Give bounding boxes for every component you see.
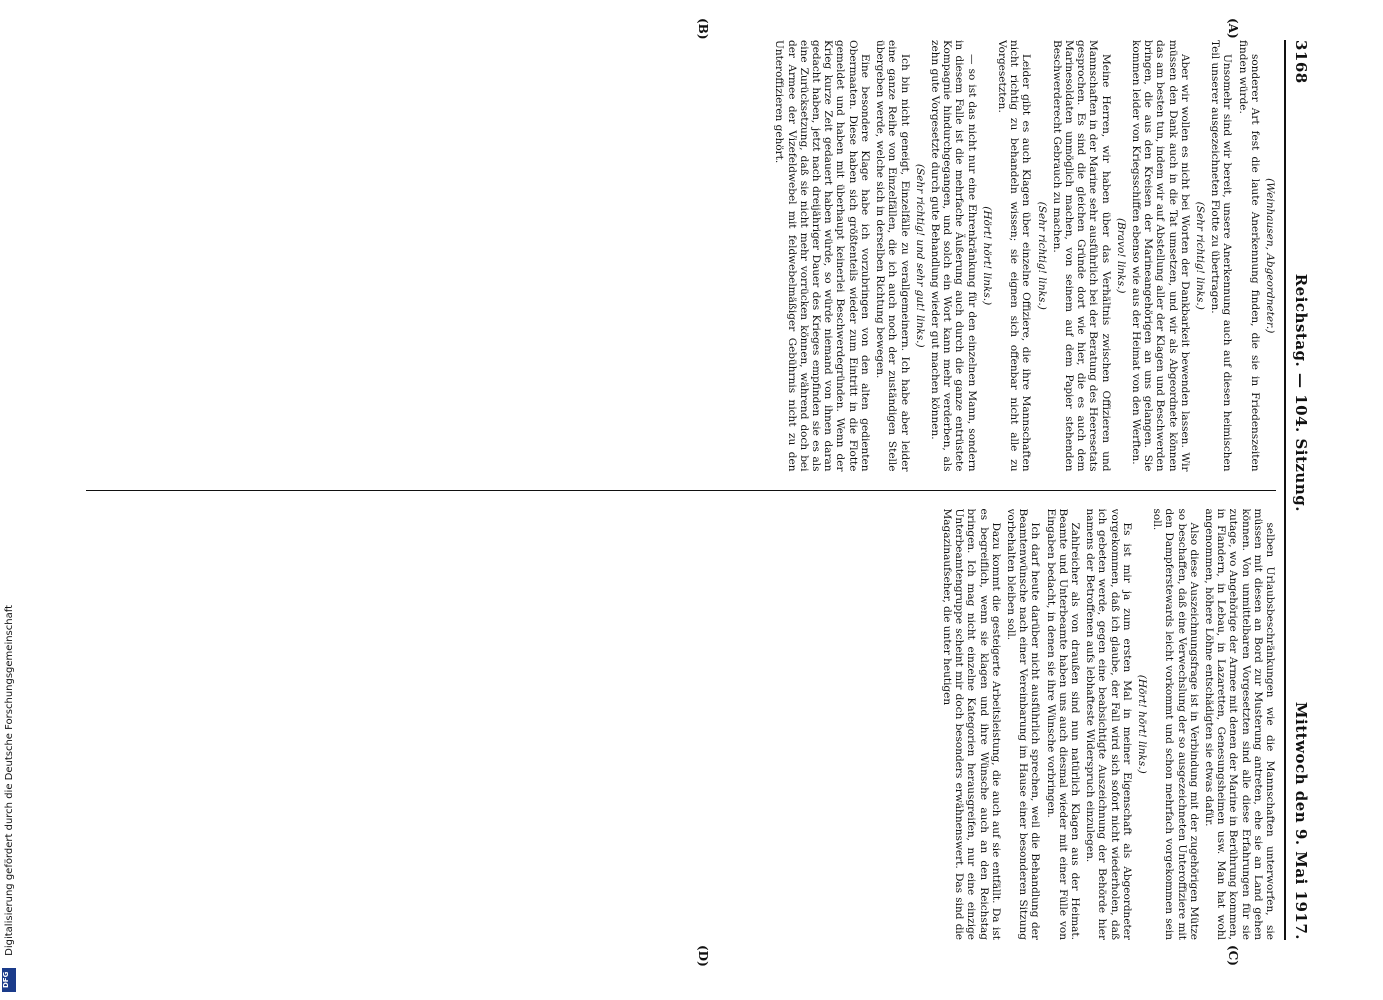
text-columns [86,40,1276,940]
text-column-right [86,509,1276,941]
margin-marker-a: (A) [1226,18,1240,39]
margin-marker-d: (D) [696,945,710,967]
paragraph: Aber wir wollen es nicht bei Worten der Dankbarkeit bewenden lassen. Wir müssen den Dank auch in die Tat umsetzen, und wir als Abgeordnete können das am besten tun, indem wir auf Abstellung aller der Klagen und Beschwerden bringen, die aus den Kreisen der Marineangehörigen an uns gelangen. Sie kommen leider von Kriegsschiffen ebenso wie aus der Heimat von den Werften. [1129,40,1191,472]
paragraph: Eine besondere Klage habe ich vorzubringen von den alten gedienten Obermaaten. Diese haben sich größtenteils wieder zum Eintritt in die Flotte gemeldet und haben mit überhaupt keinerlei Beschwerdegründen. Wenn der Krieg kurze Zeit gedauert haben würde, so würde niemand von ihnen daran gedacht haben, jetzt nach dreijähriger Dauer des Krieges empfinden sie es als eine Zurücksetzung, daß sie nicht mehr vorrücken können, während doch bei der Armee der Vizefeldwebel mit feldwebelmäßiger Gebührnis nicht zu den Unteroffizieren gehört. [773,40,871,472]
paragraph: (Sehr richtig! links.) [1035,201,1048,310]
margin-marker-c: (C) [1226,945,1240,966]
digitization-credit: Digitalisierung gefördert durch die Deutsche Forschungsgemeinschaft [4,605,15,956]
page-number: 3168 [1292,40,1310,84]
paragraph: (Hört! hört! links.) [980,206,993,306]
rotated-page-content [70,18,1310,967]
column-divider [86,490,1276,491]
paragraph: Meine Herren, wir haben über das Verhältnis zwischen Offizieren und Mannschaften in der Marine sehr ausführlich bei der Beratung des Heeresetats gesprochen. Es sind die gleichen Gründe dort wie hier, die es auch dem Marinesoldaten unmöglich machen, von seinem auf dem Papier stehenden Beschwerderecht Gebrauch zu machen. [1050,40,1112,472]
text-column-left [86,40,1276,472]
paragraph: (Sehr richtig! und sehr gut! links.) [913,163,926,348]
page-header [1284,40,1310,940]
paragraph: Ich bin nicht geneigt, Einzelfälle zu verallgemeinern. Ich habe aber leider eine ganze Reihe von Einzelfällen, die ich auch noch der zuständigen Stelle übergeben werde, welche sich in derselben Richtung bewegen. [874,40,911,472]
paragraph: (Sehr richtig! links.) [1193,201,1206,310]
paragraph: Ich darf heute darüber nicht ausführlich sprechen, weil die Behandlung der Beamtenwünsche nach einer Vereinbarung im Hause einer besonderen Sitzung vorbehalten bleiben soll. [1004,508,1042,940]
paragraph: Leider gibt es auch Klagen über einzelne Offiziere, die ihre Mannschaften nicht richtig zu behandeln wissen; sie eignen sich offenbar nicht alle zu Vorgesetzten. [995,40,1033,472]
paragraph: (Hört! hört! links.) [1135,674,1148,774]
paragraph: sonderer Art fest die laute Anerkennung finden, die sie in Friedenszeiten finden würde. [1236,40,1261,472]
paragraph: — so ist das nicht nur eine Ehrenkränkung für den einzelnen Mann, sondern in diesem Falle ist die mehrfache Äußerung auch durch die ganze entrüstete Kompagnie hindurchgegangen, und solch ein Wort kann mehr verderben, als zehn gute Vorgesetzte durch gute Behandlung wieder gut machen können. [928,40,978,472]
paragraph: (Bravo! links.) [1114,217,1127,294]
paragraph: selben Urlaubsbeschränkungen wie die Mannschaften unterworfen, sie müssen mit diesen an Bord zur Musterung antreten, ehe sie an Land gehen können. Von unmittelbaren Vorgesetzten sind alle diese Erfahrungen für sie zutage, wo Angehörige der Armee mit denen der Marine in Berührung kommen, in Flandern, in Lebau, in Lazaretten, Genesungsheimen usw. Man hat wohl angenommen, höhere Löhne entschädigten sie etwas dafür. [1202,508,1276,940]
paragraph: Also diese Auszeichnungsfrage ist in Verbindung mit der zugehörigen Mütze so beschaffen, daß eine Verwechslung der so ausgezeichneten Unteroffiziere mit den Dampferstewards leicht vorkommt und schon mehrfach vorgekommen sein soll. [1151,508,1200,940]
paragraph: (Weinhausen, Abgeordneter.) [1264,178,1276,334]
paragraph: Zahlreicher als von draußen sind nun natürlich Klagen aus der Heimat. Beamte und Unterbeamte haben uns auch diesmal wieder mit einer Fülle von Eingaben bedacht, in denen sie ihre Wünsche vorbringen. [1044,508,1081,940]
page-title: Reichstag. — 104. Sitzung. [1292,273,1310,512]
paragraph: Unsomehr sind wir bereit, unsere Anerkennung auch auf diesen heimischen Teil unserer ausgezeichneten Flotte zu übertragen. [1209,40,1234,472]
dfg-logo: DFG [2,968,16,992]
page-date: Mittwoch den 9. Mai 1917. [1292,701,1310,940]
margin-marker-b: (B) [696,18,710,40]
paragraph: Dazu kommt die gesteigerte Arbeitsleistung, die auch auf sie entfällt. Da ist es begreiflich, wenn sie klagen und ihre Wünsche auch an den Reichstag bringen. Ich mag nicht einzelne Kategorien herausgreifen, nur eine einzige Unterbeamtengruppe scheint mir doch besonders erwähnenswert. Das sind die Magazinaufseher, die unter heutigen [940,508,1002,940]
paragraph: Es ist mir ja zum ersten Mal in meiner Eigenschaft als Abgeordneter vorgekommen, daß ich glaube, der Fall wird sich sofort nicht wiederholen, daß ich gebeten werde, gegen eine beabsichtigte Auszeichnung der Behörde hier namens der Betroffenen aufs lebhafteste Widerspruch einzulegen. [1084,508,1133,940]
